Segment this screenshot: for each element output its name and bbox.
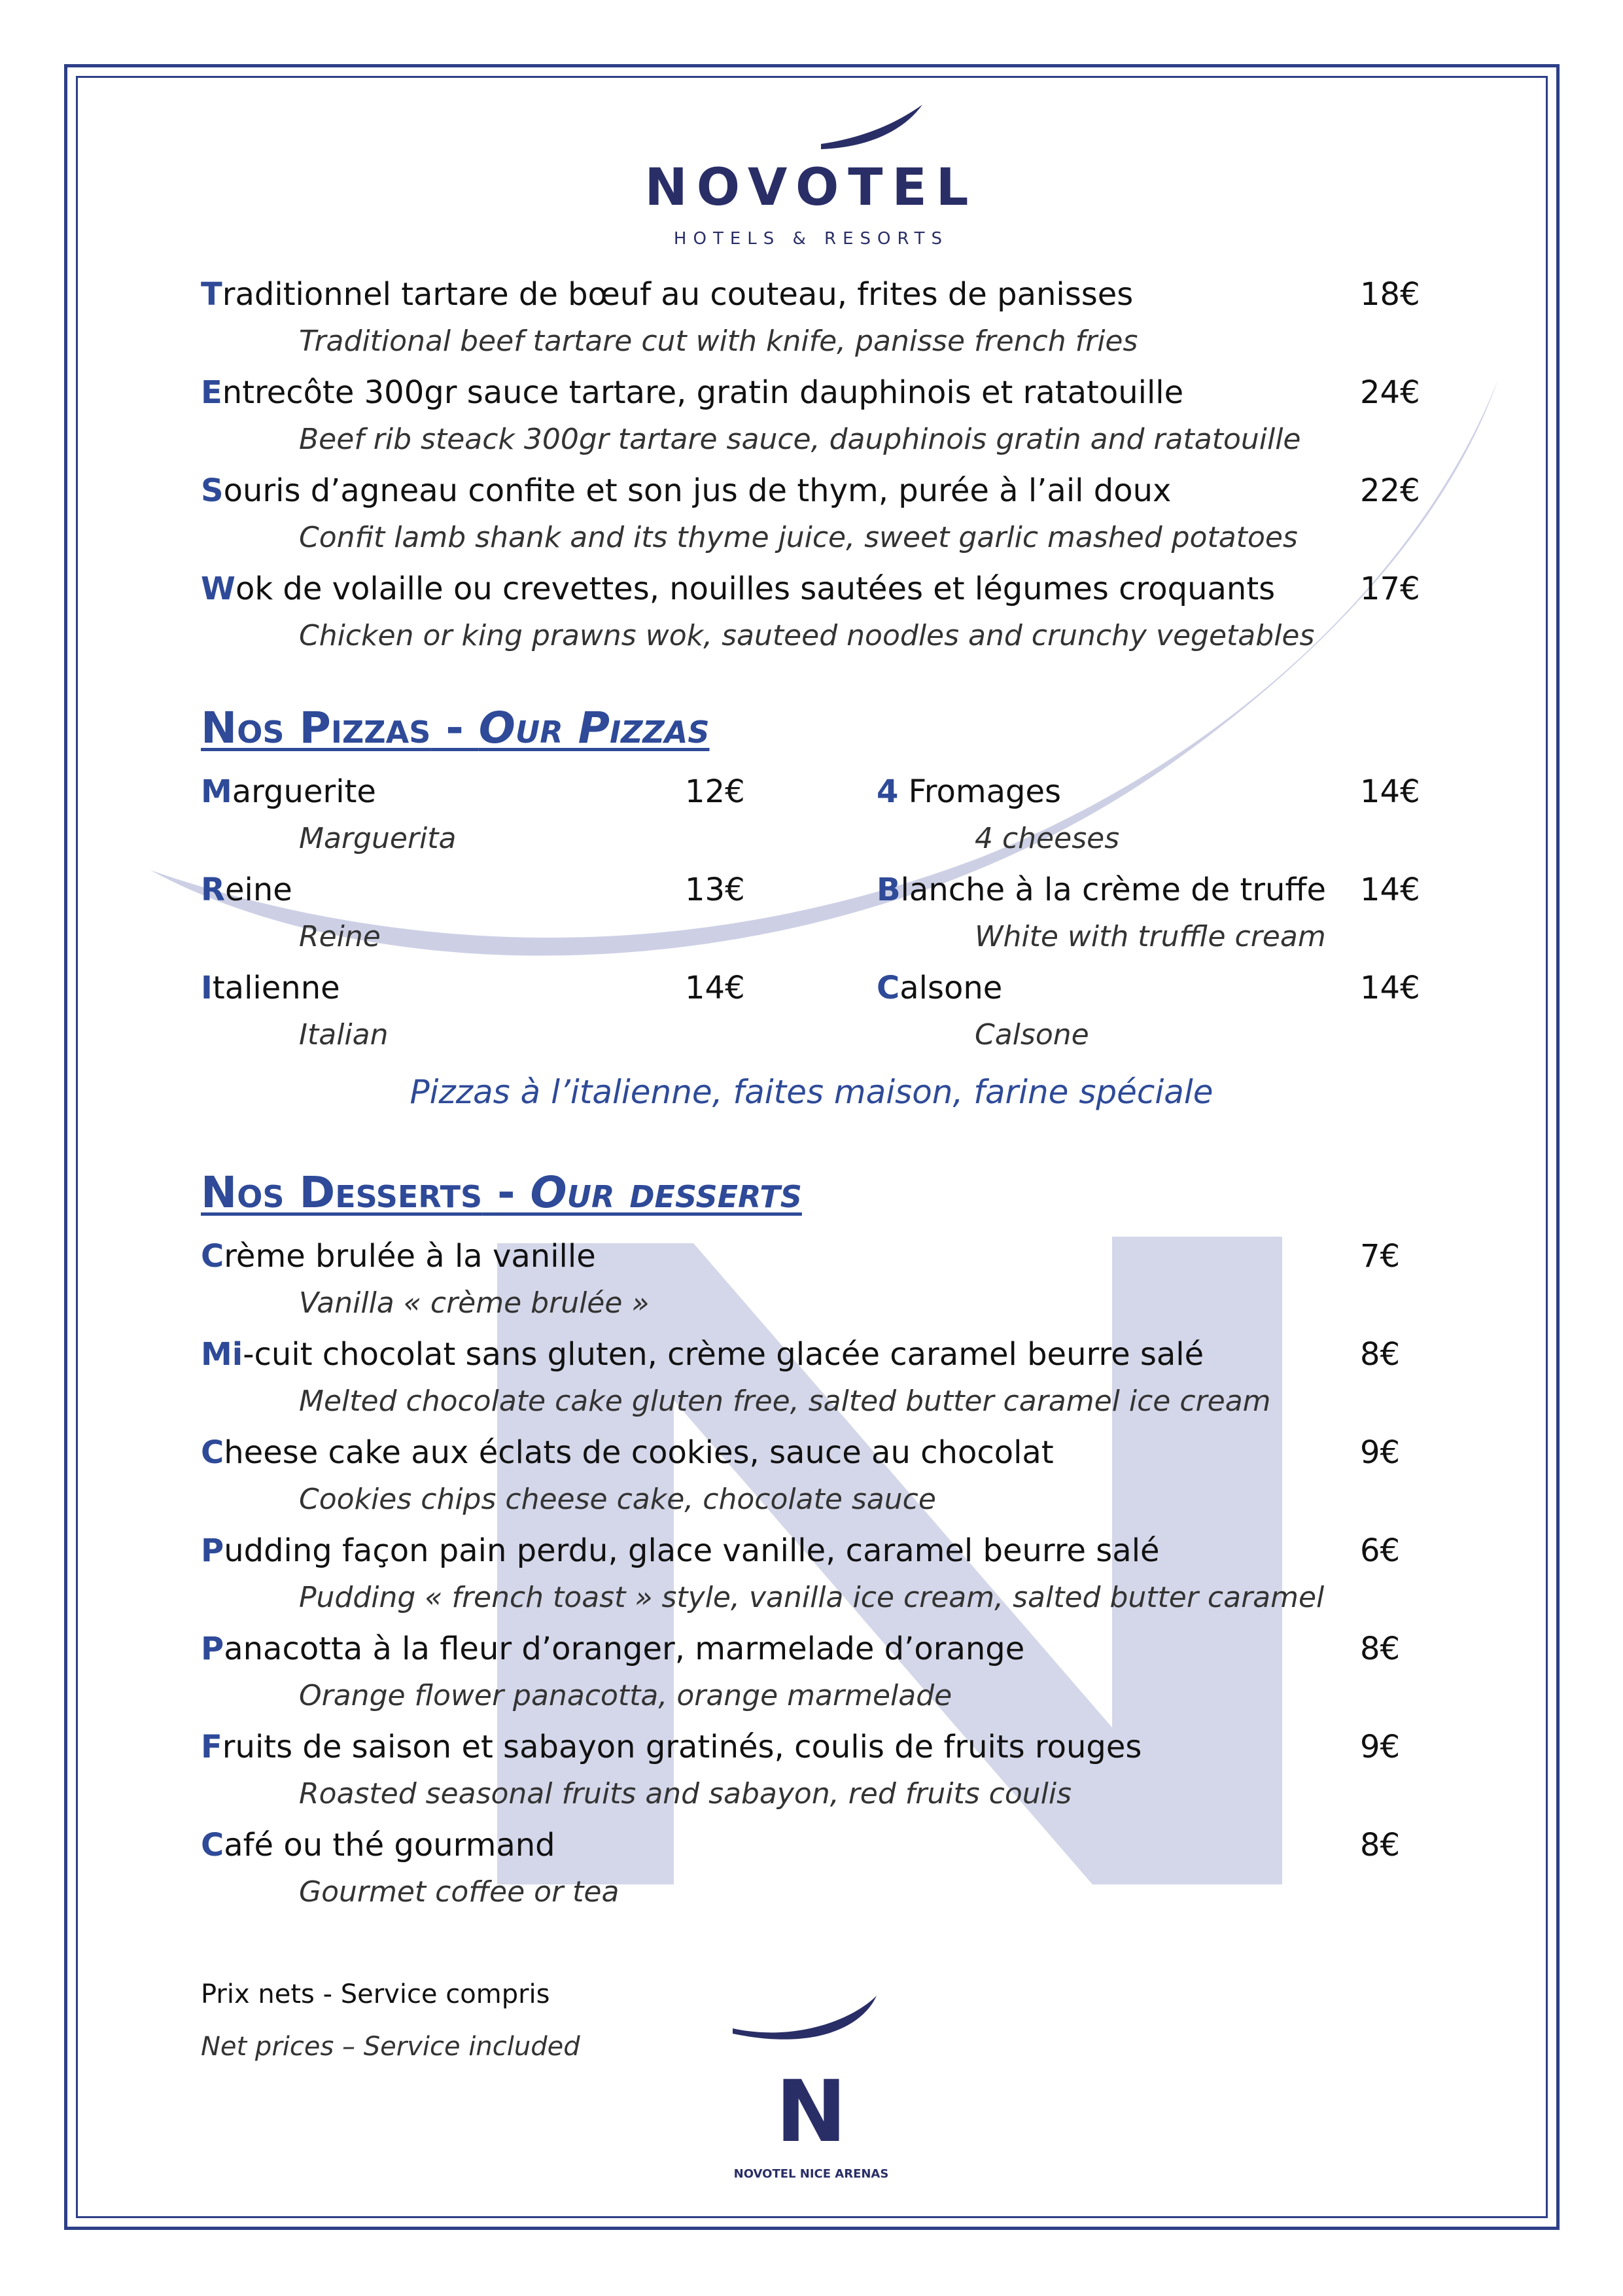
item-description: White with truffle cream [975, 920, 1326, 953]
item-description: Traditional beef tartare cut with knife, panisse french fries [299, 325, 1138, 358]
item-name: Souris d’agneau confite et son jus de thym, purée à l’ail doux [201, 472, 1172, 509]
item-name: Reine [201, 872, 292, 908]
menu-item [201, 1531, 1424, 1616]
menu-item [201, 1335, 1424, 1420]
watermark-swoosh [150, 380, 1498, 955]
item-name: 4 Fromages [877, 773, 1062, 810]
item-price: 14€ [1360, 773, 1420, 810]
pizzas-heading: Nos Pizzas - Our Pizzas [201, 703, 710, 753]
logo-wordmark: NOVOTEL [644, 158, 978, 217]
item-price: 14€ [1360, 872, 1420, 908]
item-price: 9€ [1360, 1729, 1401, 1765]
item-price: 14€ [1360, 970, 1420, 1006]
item-description: Roasted seasonal fruits and sabayon, red fruits coulis [299, 1777, 1072, 1810]
item-description: Italian [299, 1018, 389, 1051]
menu-item [201, 373, 1424, 458]
item-description: 4 cheeses [975, 822, 1120, 855]
item-name: Wok de volaille ou crevettes, nouilles sautées et légumes croquants [201, 571, 1276, 607]
item-price: 17€ [1360, 571, 1420, 607]
item-description: Beef rib steack 300gr tartare sauce, dauphinois gratin and ratatouille [299, 423, 1301, 456]
pizza-item [201, 772, 790, 857]
item-price: 6€ [1360, 1532, 1401, 1569]
pizza-item [201, 968, 790, 1053]
item-name: Entrecôte 300gr sauce tartare, gratin dauphinois et ratatouille [201, 374, 1184, 411]
item-price: 18€ [1360, 276, 1420, 313]
menu-item [201, 471, 1424, 556]
menu-item [201, 275, 1424, 360]
item-price: 13€ [685, 872, 745, 908]
menu-item [201, 1826, 1424, 1911]
pizza-item [877, 772, 1465, 857]
item-price: 8€ [1360, 1336, 1401, 1373]
footer-prices-en: Net prices – Service included [201, 2032, 580, 2062]
item-name: Cheese cake aux éclats de cookies, sauce au chocolat [201, 1434, 1054, 1471]
item-price: 12€ [685, 773, 745, 810]
item-name: Fruits de saison et sabayon gratinés, coulis de fruits rouges [201, 1729, 1142, 1765]
logo-tagline: HOTELS & RESORTS [673, 229, 949, 249]
item-description: Melted chocolate cake gluten free, salted butter caramel ice cream [299, 1385, 1271, 1418]
item-description: Gourmet coffee or tea [299, 1875, 620, 1909]
item-price: 24€ [1360, 374, 1420, 411]
item-description: Pudding « french toast » style, vanilla ice cream, salted butter caramel [299, 1581, 1325, 1614]
novotel-nice-arenas-logo [720, 1989, 903, 2185]
item-price: 7€ [1360, 1238, 1401, 1275]
footer-prices-fr: Prix nets - Service compris [201, 1979, 550, 2009]
pizza-item [877, 968, 1465, 1053]
pizza-item [201, 870, 790, 955]
item-price: 9€ [1360, 1434, 1401, 1471]
footer-logo-caption: NOVOTEL NICE ARENAS [733, 2167, 889, 2181]
item-name: Marguerite [201, 773, 376, 810]
item-name: Pudding façon pain perdu, glace vanille, caramel beurre salé [201, 1532, 1160, 1569]
menu-item [201, 569, 1424, 654]
item-description: Confit lamb shank and its thyme juice, sweet garlic mashed potatoes [299, 521, 1298, 554]
item-price: 8€ [1360, 1631, 1401, 1667]
item-description: Chicken or king prawns wok, sauteed noodles and crunchy vegetables [299, 619, 1315, 652]
item-price: 8€ [1360, 1827, 1401, 1863]
item-name: Panacotta à la fleur d’oranger, marmelade d’orange [201, 1631, 1025, 1667]
menu-item [201, 1433, 1424, 1518]
item-price: 14€ [685, 970, 745, 1006]
pizzas-note: Pizzas à l’italienne, faites maison, farine spéciale [410, 1073, 1213, 1111]
item-description: Marguerita [299, 822, 457, 855]
item-name: Calsone [877, 970, 1003, 1006]
item-description: Vanilla « crème brulée » [299, 1286, 650, 1320]
pizza-item [877, 870, 1465, 955]
menu-item [201, 1727, 1424, 1812]
menu-item [201, 1237, 1424, 1322]
item-description: Orange flower panacotta, orange marmelade [299, 1679, 952, 1712]
item-price: 22€ [1360, 472, 1420, 509]
footer-logo-letter: N [775, 2062, 847, 2161]
novotel-logo [625, 98, 998, 262]
item-name: Crème brulée à la vanille [201, 1238, 596, 1275]
item-description: Cookies chips cheese cake, chocolate sauce [299, 1483, 936, 1516]
desserts-heading: Nos Desserts - Our desserts [201, 1167, 802, 1218]
item-description: Reine [299, 920, 381, 953]
item-name: Italienne [201, 970, 340, 1006]
item-name: Mi-cuit chocolat sans gluten, crème glacée caramel beurre salé [201, 1336, 1204, 1373]
item-name: Traditionnel tartare de bœuf au couteau, frites de panisses [201, 276, 1134, 313]
item-description: Calsone [975, 1018, 1089, 1051]
item-name: Blanche à la crème de truffe [877, 872, 1327, 908]
menu-item [201, 1629, 1424, 1714]
item-name: Café ou thé gourmand [201, 1827, 555, 1863]
